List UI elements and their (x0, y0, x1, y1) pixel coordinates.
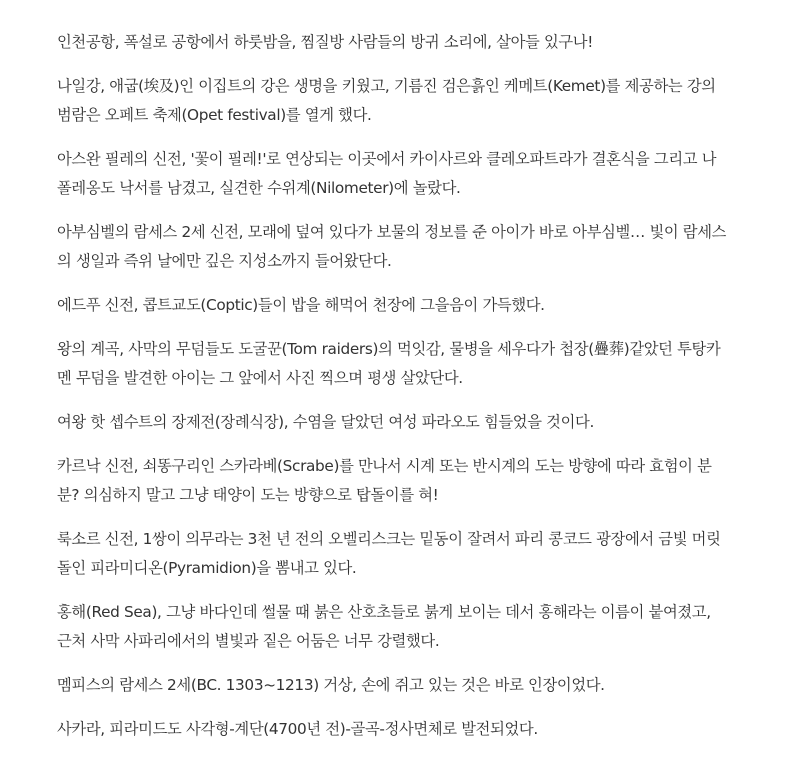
article-body (57, 28, 729, 759)
paragraph-abu-simbel: 아부심벨의 람세스 2세 신전, 모래에 덮여 있다가 보물의 정보를 준 아이가 바로 아부심벨… 빛이 람세스의 생일과 즉위 날에만 깊은 지성소까지 들어왔단다. (57, 223, 727, 270)
paragraph-red-sea: 홍해(Red Sea), 그냥 바다인데 썰물 때 붉은 산호초들로 붉게 보이는 데서 홍해라는 이름이 붙여졌고, 근처 사막 사파리에서의 별빛과 짙은 어둠은 너무 강렬했다. (57, 603, 711, 650)
paragraph-memphis: 멤피스의 람세스 2세(BC. 1303~1213) 거상, 손에 쥐고 있는 것은 바로 인장이었다. (57, 676, 605, 694)
paragraph-saqqara: 사카라, 피라미드도 사각형-계단(4700년 전)-골곡-정사면체로 발전되었다. (57, 720, 538, 738)
paragraph-karnak-temple: 카르낙 신전, 쇠똥구리인 스카라베(Scrabe)를 만나서 시계 또는 반시계의 도는 방향에 따라 효험이 분분? 의심하지 말고 그냥 태양이 도는 방향으로 탑돌이를 혀! (57, 457, 712, 504)
paragraph-hatshepsut: 여왕 핫 셉수트의 장제전(장례식장), 수염을 달았던 여성 파라오도 힘들었을 것이다. (57, 413, 594, 431)
paragraph-incheon-airport: 인천공항, 폭설로 공항에서 하룻밤을, 찜질방 사람들의 방귀 소리에, 살아들 있구나! (57, 33, 594, 51)
paragraph-philae-temple: 아스완 필레의 신전, '꽃이 필레!'로 연상되는 이곳에서 카이사르와 클레오파트라가 결혼식을 그리고 나폴레옹도 낙서를 남겼고, 실견한 수위계(Nilometer)에 놀랐다. (57, 150, 717, 197)
paragraph-nile-river: 나일강, 애굽(埃及)인 이집트의 강은 생명을 키웠고, 기름진 검은흙인 케메트(Kemet)를 제공하는 강의 범람은 오페트 축제(Opet festival)를 열게 했다. (57, 77, 716, 124)
paragraph-luxor-temple: 룩소르 신전, 1쌍이 의무라는 3천 년 전의 오벨리스크는 밑동이 잘려서 파리 콩코드 광장에서 금빛 머릿돌인 피라미디온(Pyramidion)을 뽐내고 있다. (57, 530, 721, 577)
paragraph-edfu-temple: 에드푸 신전, 콥트교도(Coptic)들이 밥을 해먹어 천장에 그을음이 가득했다. (57, 296, 545, 314)
paragraph-valley-of-kings: 왕의 계곡, 사막의 무덤들도 도굴꾼(Tom raiders)의 먹잇감, 물병을 세우다가 첩장(疊葬)같았던 투탕카멘 무덤을 발견한 아이는 그 앞에서 사진 찍으며 평생 살았단다. (57, 340, 721, 387)
